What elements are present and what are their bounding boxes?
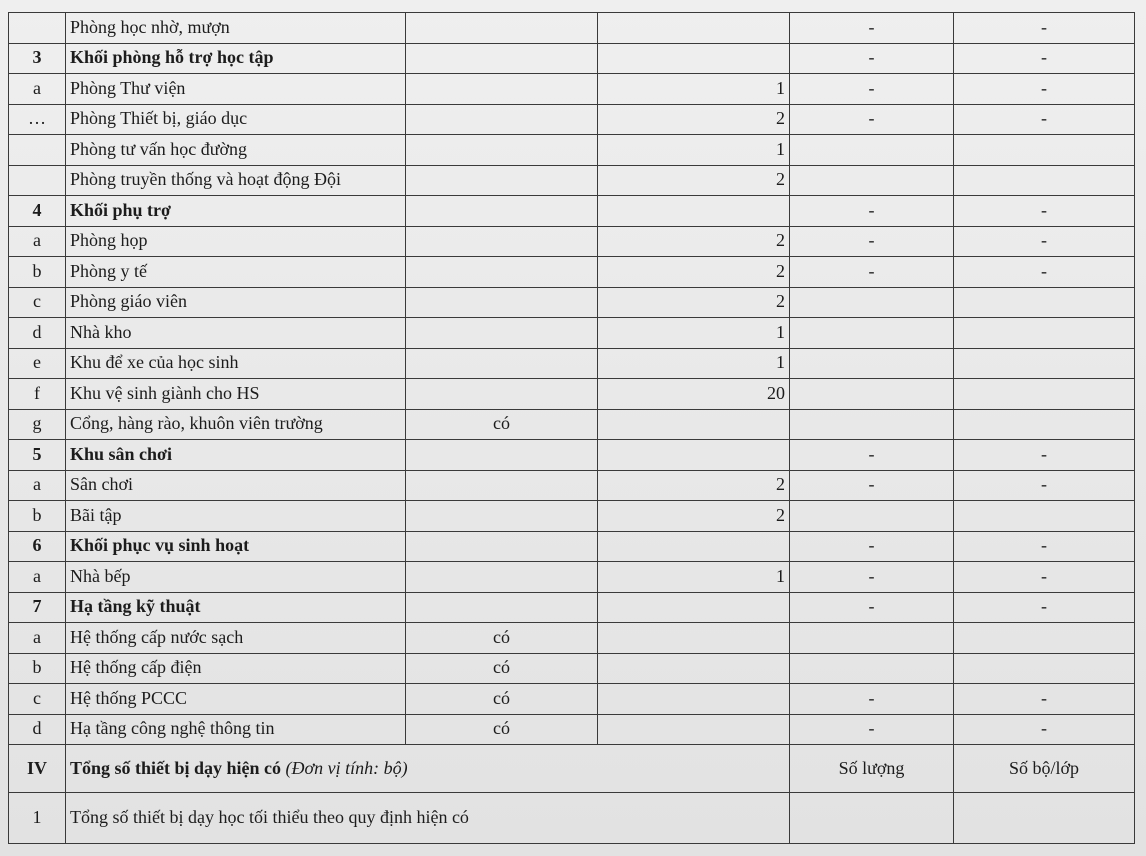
row-name: Hệ thống PCCC (66, 684, 406, 715)
table-row (9, 318, 1135, 349)
row-col-6: - (954, 562, 1135, 593)
row-quantity: 2 (598, 165, 790, 196)
row-col-5: - (790, 257, 954, 288)
row-number: c (9, 684, 66, 715)
row-number: b (9, 501, 66, 532)
row-col-5 (790, 379, 954, 410)
row-number: g (9, 409, 66, 440)
row-number: a (9, 470, 66, 501)
table-row (9, 409, 1135, 440)
table-row (9, 257, 1135, 288)
section-iv-header-row (9, 745, 1135, 793)
row-col-6 (954, 409, 1135, 440)
row-number: a (9, 562, 66, 593)
row-name: Phòng truyền thống và hoạt động Đội (66, 165, 406, 196)
row-col-5 (790, 653, 954, 684)
row-number: a (9, 623, 66, 654)
row-name: Phòng họp (66, 226, 406, 257)
row-number: c (9, 287, 66, 318)
row-availability (406, 348, 598, 379)
row-name: Phòng giáo viên (66, 287, 406, 318)
row-availability (406, 196, 598, 227)
row-availability: có (406, 684, 598, 715)
row-quantity (598, 684, 790, 715)
row-number: 7 (9, 592, 66, 623)
table-row (9, 653, 1135, 684)
row-quantity: 2 (598, 104, 790, 135)
table-row (9, 287, 1135, 318)
row-quantity (598, 592, 790, 623)
row-name: Cổng, hàng rào, khuôn viên trường (66, 409, 406, 440)
section-iv-col-quantity: Số lượng (790, 745, 954, 793)
row-quantity: 1 (598, 74, 790, 105)
table-row (9, 714, 1135, 745)
table-row (9, 165, 1135, 196)
final-row-number: 1 (9, 793, 66, 844)
table-row (9, 135, 1135, 166)
row-col-5: - (790, 531, 954, 562)
row-quantity (598, 409, 790, 440)
table-row (9, 562, 1135, 593)
row-col-6: - (954, 531, 1135, 562)
section-iv-number: IV (9, 745, 66, 793)
row-col-5: - (790, 226, 954, 257)
row-col-6: - (954, 196, 1135, 227)
row-name: Khu sân chơi (66, 440, 406, 471)
row-name: Nhà bếp (66, 562, 406, 593)
row-availability: có (406, 409, 598, 440)
final-row-quantity (790, 793, 954, 844)
table-row (9, 74, 1135, 105)
row-number: e (9, 348, 66, 379)
row-col-6: - (954, 13, 1135, 44)
row-availability (406, 592, 598, 623)
row-name: Nhà kho (66, 318, 406, 349)
row-col-6 (954, 287, 1135, 318)
row-name: Khối phục vụ sinh hoạt (66, 531, 406, 562)
row-col-5 (790, 348, 954, 379)
section-iv-col-sets-per-class: Số bộ/lớp (954, 745, 1135, 793)
row-quantity: 1 (598, 348, 790, 379)
row-availability (406, 257, 598, 288)
row-col-6: - (954, 43, 1135, 74)
row-quantity: 2 (598, 257, 790, 288)
row-col-6: - (954, 257, 1135, 288)
row-col-5 (790, 318, 954, 349)
row-availability (406, 379, 598, 410)
row-col-5: - (790, 196, 954, 227)
table-row (9, 226, 1135, 257)
row-quantity (598, 531, 790, 562)
row-col-6 (954, 318, 1135, 349)
row-quantity (598, 714, 790, 745)
row-col-5: - (790, 74, 954, 105)
row-quantity (598, 653, 790, 684)
row-name: Hạ tầng công nghệ thông tin (66, 714, 406, 745)
row-name: Sân chơi (66, 470, 406, 501)
row-number: … (9, 104, 66, 135)
row-number: b (9, 257, 66, 288)
row-col-5: - (790, 714, 954, 745)
row-quantity: 1 (598, 562, 790, 593)
row-col-5: - (790, 104, 954, 135)
row-number (9, 13, 66, 44)
row-availability (406, 470, 598, 501)
row-availability (406, 562, 598, 593)
row-col-6: - (954, 592, 1135, 623)
row-col-5: - (790, 43, 954, 74)
row-col-5: - (790, 13, 954, 44)
row-col-6 (954, 165, 1135, 196)
row-name: Hệ thống cấp nước sạch (66, 623, 406, 654)
row-availability: có (406, 623, 598, 654)
row-availability (406, 135, 598, 166)
row-availability: có (406, 714, 598, 745)
section-iv-unit: (Đơn vị tính: bộ) (285, 757, 408, 778)
row-name: Phòng Thư viện (66, 74, 406, 105)
row-quantity (598, 13, 790, 44)
row-col-5: - (790, 562, 954, 593)
row-col-5: - (790, 684, 954, 715)
row-availability (406, 226, 598, 257)
row-quantity: 2 (598, 501, 790, 532)
row-col-5 (790, 623, 954, 654)
table-row (9, 592, 1135, 623)
row-availability (406, 531, 598, 562)
row-number: 3 (9, 43, 66, 74)
row-name: Phòng học nhờ, mượn (66, 13, 406, 44)
row-col-6 (954, 135, 1135, 166)
row-availability (406, 287, 598, 318)
row-availability (406, 104, 598, 135)
row-availability: có (406, 653, 598, 684)
row-availability (406, 165, 598, 196)
row-number: b (9, 653, 66, 684)
row-name: Khu để xe của học sinh (66, 348, 406, 379)
row-number: f (9, 379, 66, 410)
table-body (9, 13, 1135, 844)
row-col-5 (790, 287, 954, 318)
row-col-6: - (954, 714, 1135, 745)
row-number: 5 (9, 440, 66, 471)
final-row-sets (954, 793, 1135, 844)
row-availability (406, 501, 598, 532)
row-col-5: - (790, 470, 954, 501)
row-quantity: 2 (598, 226, 790, 257)
row-name: Bãi tập (66, 501, 406, 532)
row-col-6 (954, 379, 1135, 410)
row-name: Khối phòng hỗ trợ học tập (66, 43, 406, 74)
row-col-5 (790, 409, 954, 440)
row-quantity (598, 196, 790, 227)
row-col-5 (790, 165, 954, 196)
row-number: 4 (9, 196, 66, 227)
row-availability (406, 74, 598, 105)
row-col-6: - (954, 226, 1135, 257)
final-row (9, 793, 1135, 844)
row-col-6 (954, 653, 1135, 684)
row-quantity (598, 43, 790, 74)
row-col-6 (954, 501, 1135, 532)
final-row-name: Tổng số thiết bị dạy học tối thiểu theo quy định hiện có (66, 793, 790, 844)
row-col-5: - (790, 592, 954, 623)
row-quantity: 2 (598, 470, 790, 501)
row-col-6: - (954, 74, 1135, 105)
table-row (9, 348, 1135, 379)
row-number: d (9, 318, 66, 349)
row-col-6: - (954, 684, 1135, 715)
row-col-6 (954, 348, 1135, 379)
row-quantity: 20 (598, 379, 790, 410)
row-col-5 (790, 135, 954, 166)
table-row (9, 684, 1135, 715)
row-col-6: - (954, 440, 1135, 471)
row-number (9, 135, 66, 166)
row-quantity: 1 (598, 318, 790, 349)
row-name: Hệ thống cấp điện (66, 653, 406, 684)
row-number (9, 165, 66, 196)
row-col-6 (954, 623, 1135, 654)
row-name: Khu vệ sinh giành cho HS (66, 379, 406, 410)
row-quantity (598, 623, 790, 654)
table-row (9, 531, 1135, 562)
facilities-table (8, 12, 1135, 844)
row-quantity: 1 (598, 135, 790, 166)
row-number: d (9, 714, 66, 745)
row-availability (406, 318, 598, 349)
table-row (9, 104, 1135, 135)
table-row (9, 196, 1135, 227)
table-row (9, 501, 1135, 532)
table-row (9, 379, 1135, 410)
row-col-6: - (954, 104, 1135, 135)
row-number: a (9, 226, 66, 257)
table-row (9, 43, 1135, 74)
row-number: a (9, 74, 66, 105)
row-availability (406, 43, 598, 74)
row-number: 6 (9, 531, 66, 562)
table-row (9, 13, 1135, 44)
table-row (9, 440, 1135, 471)
table-row (9, 470, 1135, 501)
section-iv-title-cell (66, 745, 790, 793)
table-row (9, 623, 1135, 654)
row-quantity: 2 (598, 287, 790, 318)
row-name: Phòng y tế (66, 257, 406, 288)
row-availability (406, 13, 598, 44)
section-iv-title: Tổng số thiết bị dạy hiện có (70, 757, 282, 778)
row-col-5 (790, 501, 954, 532)
row-quantity (598, 440, 790, 471)
row-name: Hạ tầng kỹ thuật (66, 592, 406, 623)
row-col-5: - (790, 440, 954, 471)
row-col-6: - (954, 470, 1135, 501)
row-name: Phòng Thiết bị, giáo dục (66, 104, 406, 135)
row-name: Khối phụ trợ (66, 196, 406, 227)
row-availability (406, 440, 598, 471)
row-name: Phòng tư vấn học đường (66, 135, 406, 166)
